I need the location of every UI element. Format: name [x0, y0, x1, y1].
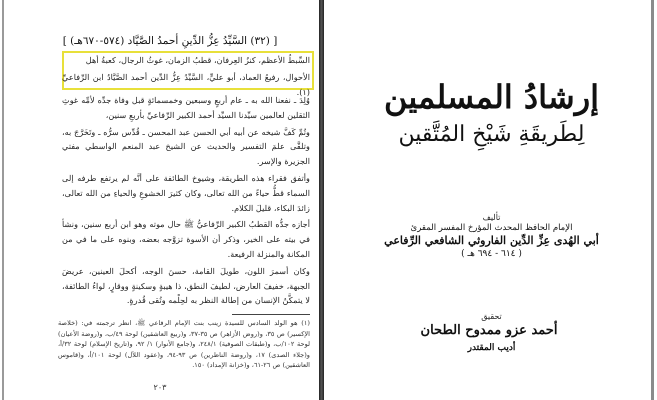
- editor-name: أحمد عزو ممدوح الطحان: [420, 323, 558, 338]
- footnotes: [58, 318, 310, 371]
- highlighted-line: الأحوال، رفيعُ العماد، أبو عليٍّ، السَّيِّدُ عِزُّ الدِّين أحمد الصَّيَّادُ ابن الرِّفاعيِّ (١).: [62, 71, 310, 97]
- author-block: [369, 222, 614, 260]
- page-number: ٢٠٣: [153, 383, 167, 392]
- paragraph: وكان أسمرَ اللون، طويلَ القامة، حسنَ الوجه، أكحلَ العينين، عريضَ الجبهة، خفيفَ العارض، لطيفَ النطق، ذا هيبةٍ وسكينةٍ ووقارٍ، لواءُ الطائفة، لا يتمكَّنُ الإنسان من إطالة النظر به لحِلْمه وتُقى قُدرةٍ.: [62, 265, 310, 306]
- book-title: إرشادُ المسلمين: [383, 78, 600, 116]
- paragraph: وُلِدَ ـ نفعنا الله به ـ عام أربعٍ وسبعين وخمسمائةٍ قبل وفاة جدِّه لأمِّه غوثِ الثقلين لعالمين سيِّدنا السيِّد أحمد الكبير الرِّفاعيِّ بأربعِ سنين،: [62, 95, 310, 120]
- left-page: [0, 0, 320, 400]
- editor-title: أديب المقتدر: [467, 343, 516, 353]
- biography-heading: [ (٣٢) السَّيِّدُ عِزُّ الدِّينِ أحمدُ الصَّيَّاد (٥٧٤-٦٧٠هـ) ]: [62, 35, 278, 47]
- page-edge: [651, 0, 654, 400]
- author-dates: ( ٦١٤ - ٦٩٤ هـ ): [461, 249, 522, 259]
- author-name: أبي الهُدى عِزِّ الدِّين الفاروثي الشافعي الرِّفاعي: [384, 234, 599, 247]
- paragraph: وتُمِّ كَفَّ شيخه عن أبيه أبي الحسن عبد المحسن ـ قُدِّس سرُّه ـ وتَخَرَّجَ به، وتلقَّى علمَ التفسير والحديث عن الشيخ عبد المنعم الواسطي مفتي الجزيرة والإسر.: [62, 126, 310, 167]
- footnote-divider: [232, 314, 310, 315]
- page-edge: [2, 0, 4, 400]
- paragraph: أجازه جدُّه القطبُ الكبير الرِّفاعيُّ ﷺ حال موته وهو ابن أربع سنين، ونشأ في بيته على الخير، وذكر أن الأسوة تزوَّجه بعضه، وبنوه على ما في من المكانة والمنزلة الرفيعة.: [62, 219, 310, 259]
- right-page: [324, 0, 657, 400]
- book-subtitle: لِطَريقَةِ شَيْخِ المُتَّقين: [398, 122, 585, 147]
- body-paragraphs: [62, 93, 310, 310]
- highlighted-line: السِّبطُ الأعظم، كنزُ العِرفان، قطبُ الزمان، غوثُ الرجال، كعبةُ أهل: [85, 55, 310, 65]
- footnote: (١) هو الولد السادس للسيدة زينب بنت الإمام الرفاعي ﷺ، انظر ترجمته في: (خلاصة الإكسير) ص ٣٥، و(روض الأزاهر) ص ٣٥-٣٧، و(ربيع العاشقين) لوحة ٤٩/ب، و(روضة الأعيان) لوحة ١٠٢/ب، و(طبقات الصوفية) ٢٤٨/١، و(جامع الأنوار) ١/ ٩٢، و(تاريخ الإسلام) لوحة ٣٢/أ، و(جلاء الصدى) ١٧، و(روضة الناظرين) ص ٩٣-٩٤، و(عقود اللآل) لوحة ١٠١/أ، و(قاموس العاشقين) ص ٢٦-٦١، و(خزانة الإمداد) ١٥٠.: [58, 319, 311, 370]
- paragraph: وأتفق فقراء هذه الطريقة، وشيوخ الطائفة على أنَّه لم يرتفع طرفه إلى السماء قطُّ حياءً من الله تعالى، وكان كثيرَ الخشوعِ والحياءِ من الله تعالى، زائدَ البكاء، قليلَ الكلام.: [62, 172, 310, 213]
- editor-label: تحقيق: [481, 312, 502, 321]
- author-label: تأليف: [482, 213, 501, 222]
- author-titles: الإمام الحافظ المحدث المؤرخ المفسر المقرئ: [410, 223, 573, 233]
